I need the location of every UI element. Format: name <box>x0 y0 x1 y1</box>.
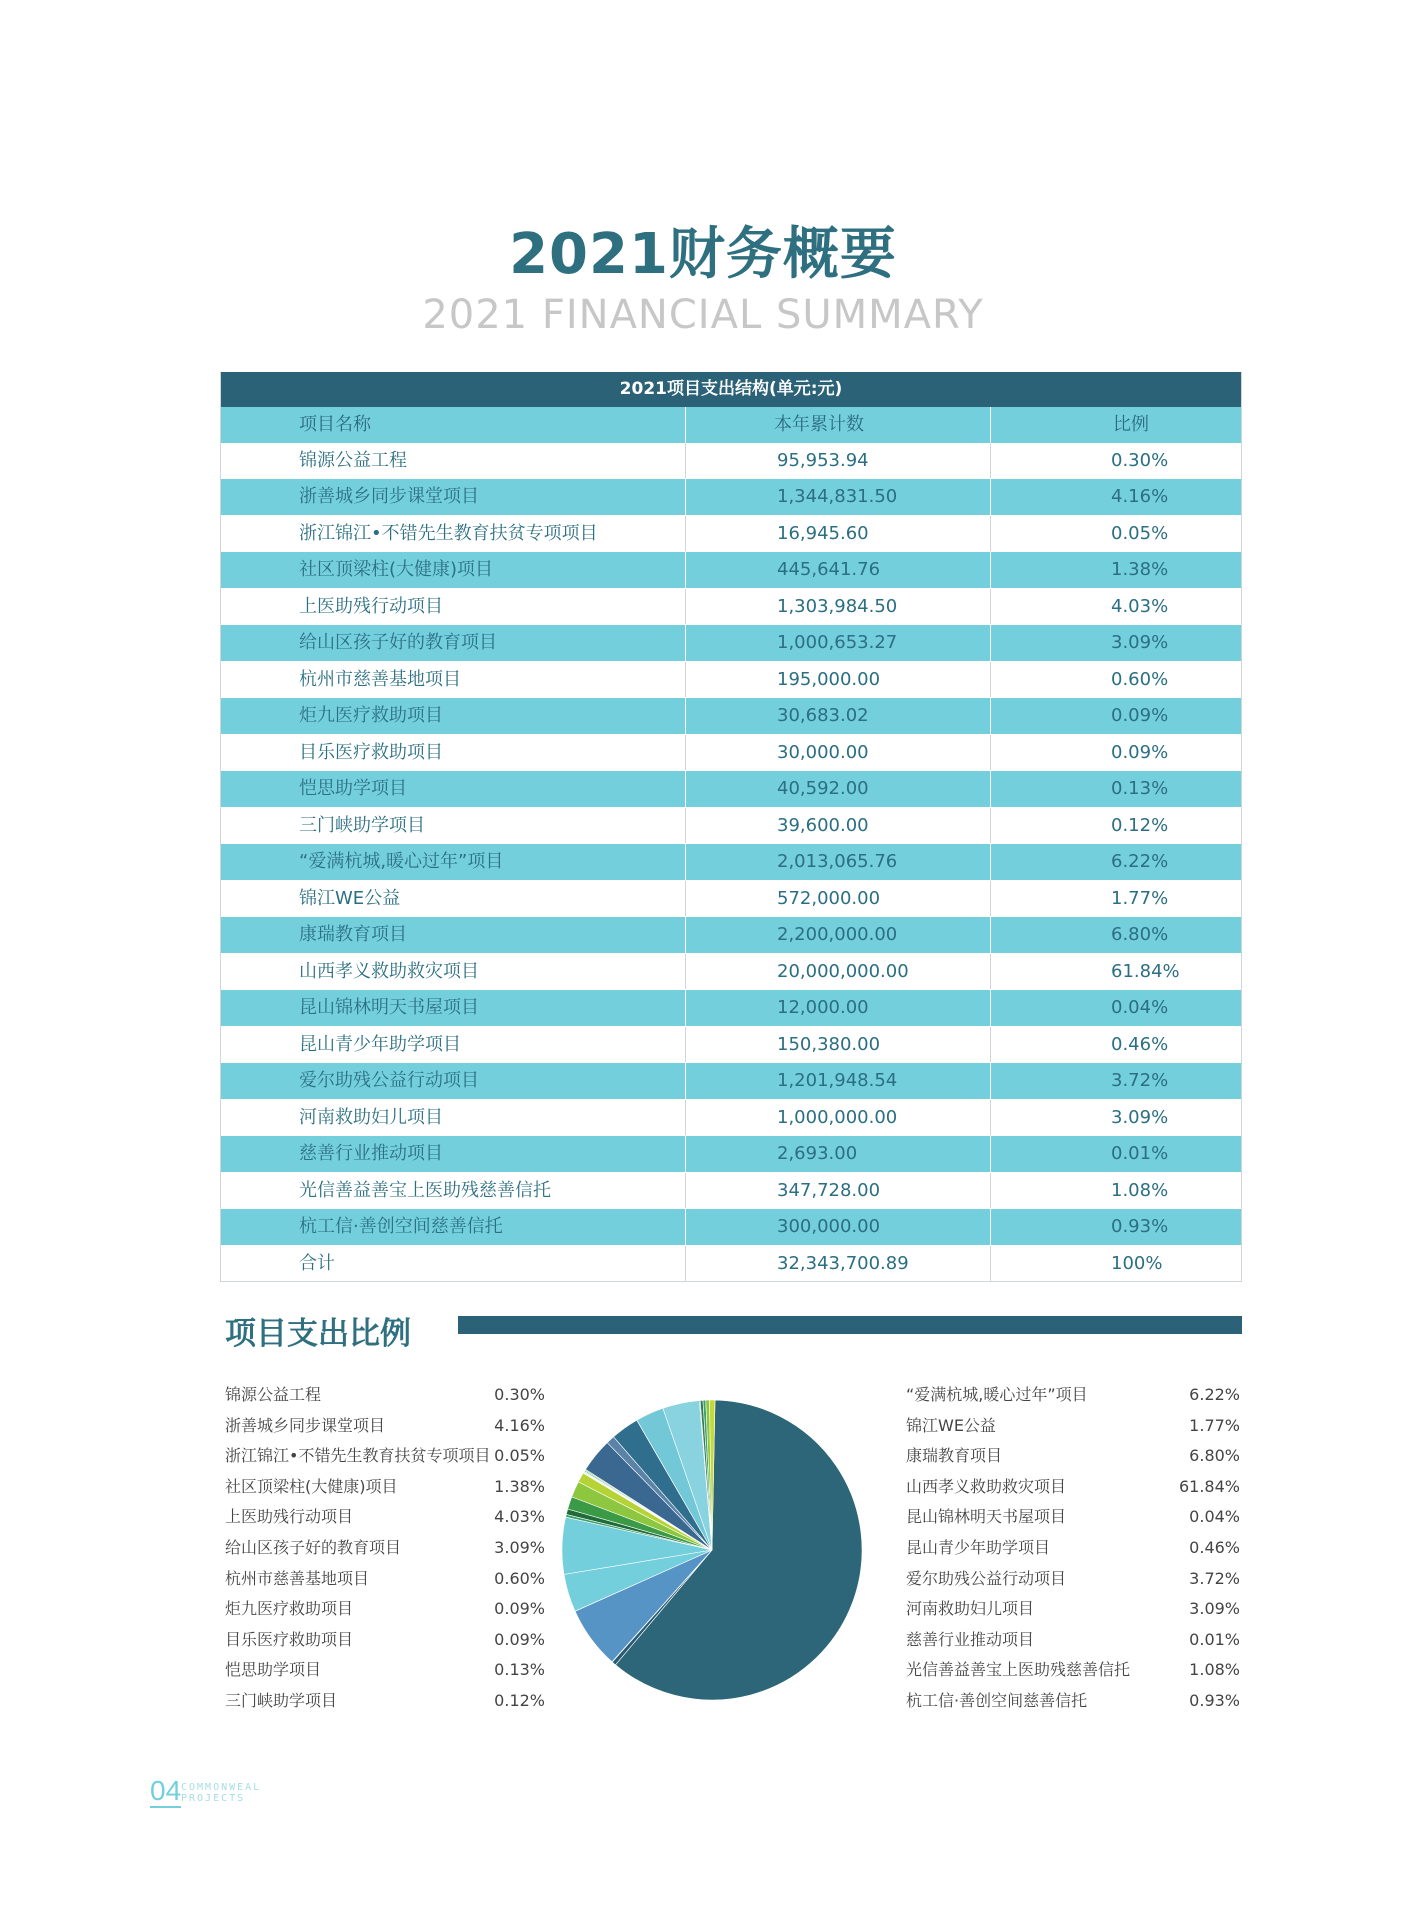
legend-item <box>225 1533 545 1564</box>
legend-label: 锦江WE公益 <box>906 1415 996 1435</box>
legend-label: 光信善益善宝上医助残慈善信托 <box>906 1660 1131 1680</box>
cell-ratio: 0.30% <box>1111 449 1169 471</box>
legend-label: 浙江锦江•不错先生教育扶贫专项项目 <box>225 1446 491 1466</box>
cell-ratio: 1.38% <box>1111 559 1169 580</box>
table-row <box>221 1062 1241 1099</box>
cell-ratio: 1.77% <box>1111 887 1169 909</box>
cell-project-name: 浙江锦江•不错先生教育扶贫专项项目 <box>221 516 686 552</box>
legend-label: 慈善行业推动项目 <box>906 1629 1035 1649</box>
cell-amount: 20,000,000.00 <box>686 954 991 990</box>
legend-item <box>906 1564 1240 1595</box>
section-title: 项目支出比例 <box>225 1316 411 1352</box>
cell-project-name: 合计 <box>221 1246 686 1282</box>
legend-item <box>906 1380 1240 1411</box>
cell-ratio: 4.03% <box>1111 595 1169 617</box>
cell-amount: 95,953.94 <box>686 443 991 479</box>
cell-ratio: 1.08% <box>1111 1179 1169 1201</box>
legend-label: 锦源公益工程 <box>225 1385 322 1404</box>
cell-ratio: 0.09% <box>1111 741 1169 763</box>
cell-ratio: 0.01% <box>1111 1143 1169 1164</box>
table-row <box>221 1026 1241 1063</box>
legend-item <box>906 1686 1240 1717</box>
cell-project-name: 昆山青少年助学项目 <box>221 1027 686 1063</box>
cell-ratio: 6.80% <box>1111 924 1169 945</box>
expense-pie-chart <box>556 1394 868 1706</box>
legend-left <box>225 1380 545 1717</box>
legend-value: 0.13% <box>494 1660 545 1680</box>
legend-item <box>225 1411 545 1442</box>
cell-project-name: 康瑞教育项目 <box>221 917 686 953</box>
cell-ratio: 3.09% <box>1111 632 1169 653</box>
cell-ratio: 4.16% <box>1111 486 1169 507</box>
table-row <box>221 697 1241 734</box>
legend-item <box>906 1472 1240 1503</box>
cell-amount: 1,000,653.27 <box>686 625 991 661</box>
legend-item <box>225 1564 545 1595</box>
legend-label: 杭工信·善创空间慈善信托 <box>906 1690 1088 1710</box>
table-row <box>221 770 1241 807</box>
cell-project-name: 恺思助学项目 <box>221 771 686 807</box>
table-row <box>221 624 1241 661</box>
legend-item <box>225 1594 545 1625</box>
cell-amount: 445,641.76 <box>686 552 991 588</box>
legend-label: 浙善城乡同步课堂项目 <box>225 1415 386 1435</box>
table-row <box>221 989 1241 1026</box>
legend-label: 上医助残行动项目 <box>225 1507 354 1527</box>
table-row <box>221 478 1241 515</box>
cell-project-name: 浙善城乡同步课堂项目 <box>221 479 686 515</box>
legend-value: 1.38% <box>494 1476 545 1496</box>
cell-project-name: 锦源公益工程 <box>221 443 686 479</box>
cell-amount: 1,303,984.50 <box>686 589 991 625</box>
cell-amount: 39,600.00 <box>686 808 991 844</box>
legend-value: 61.84% <box>1178 1476 1240 1496</box>
cell-ratio: 61.84% <box>1111 960 1180 982</box>
legend-value: 3.72% <box>1189 1568 1240 1588</box>
table-caption: 2021项目支出结构(单元:元) <box>221 372 1241 407</box>
cell-amount: 300,000.00 <box>686 1209 991 1245</box>
cell-amount: 40,592.00 <box>686 771 991 807</box>
cell-ratio: 0.12% <box>1111 814 1169 836</box>
table-row <box>221 443 1241 479</box>
legend-item <box>906 1625 1240 1656</box>
cell-ratio: 6.22% <box>1111 851 1169 872</box>
legend-label: 炬九医疗救助项目 <box>225 1599 354 1619</box>
cell-project-name: 锦江WE公益 <box>221 881 686 917</box>
cell-ratio: 0.93% <box>1111 1216 1169 1237</box>
legend-value: 0.60% <box>494 1568 545 1588</box>
legend-value: 0.12% <box>494 1690 545 1710</box>
legend-value: 4.16% <box>494 1415 545 1435</box>
cell-project-name: 慈善行业推动项目 <box>221 1136 686 1172</box>
cell-ratio: 100% <box>1111 1252 1163 1274</box>
footer-label <box>181 1782 261 1804</box>
table-row <box>221 551 1241 588</box>
legend-item <box>906 1655 1240 1686</box>
cell-amount: 572,000.00 <box>686 881 991 917</box>
cell-amount: 195,000.00 <box>686 662 991 698</box>
table-row <box>221 880 1241 917</box>
legend-value: 0.09% <box>494 1629 545 1649</box>
cell-amount: 16,945.60 <box>686 516 991 552</box>
legend-label: 给山区孩子好的教育项目 <box>225 1537 402 1557</box>
table-row <box>221 1172 1241 1209</box>
cell-amount: 30,000.00 <box>686 735 991 771</box>
legend-label: 恺思助学项目 <box>225 1660 322 1680</box>
legend-value: 6.22% <box>1189 1385 1240 1404</box>
cell-ratio: 0.09% <box>1111 705 1169 726</box>
legend-item <box>225 1502 545 1533</box>
section-divider-bar <box>458 1316 1242 1334</box>
cell-ratio: 3.09% <box>1111 1106 1169 1128</box>
legend-value: 6.80% <box>1189 1446 1240 1466</box>
legend-label: 目乐医疗救助项目 <box>225 1629 354 1649</box>
cell-amount: 1,000,000.00 <box>686 1100 991 1136</box>
footer-line-2: PROJECTS <box>181 1793 246 1804</box>
legend-value: 0.01% <box>1189 1629 1240 1649</box>
cell-project-name: 爱尔助残公益行动项目 <box>221 1063 686 1099</box>
page-title: 2021财务概要 <box>509 222 897 287</box>
cell-ratio: 0.04% <box>1111 997 1169 1018</box>
cell-project-name: 社区顶梁柱(大健康)项目 <box>221 552 686 588</box>
table-row <box>221 916 1241 953</box>
cell-ratio: 0.05% <box>1111 522 1169 544</box>
expense-table <box>220 372 1242 1282</box>
cell-ratio: 0.60% <box>1111 668 1169 690</box>
cell-project-name: 给山区孩子好的教育项目 <box>221 625 686 661</box>
legend-item <box>225 1686 545 1717</box>
legend-label: 社区顶梁柱(大健康)项目 <box>225 1476 398 1496</box>
table-row <box>221 515 1241 552</box>
legend-item <box>225 1655 545 1686</box>
legend-item <box>225 1625 545 1656</box>
cell-project-name: 杭州市慈善基地项目 <box>221 662 686 698</box>
legend-value: 0.09% <box>494 1599 545 1619</box>
cell-amount: 2,013,065.76 <box>686 844 991 880</box>
legend-value: 4.03% <box>494 1507 545 1527</box>
cell-project-name: 上医助残行动项目 <box>221 589 686 625</box>
table-row <box>221 1135 1241 1172</box>
legend-value: 0.04% <box>1189 1507 1240 1527</box>
cell-project-name: 三门峡助学项目 <box>221 808 686 844</box>
cell-project-name: 炬九医疗救助项目 <box>221 698 686 734</box>
cell-amount: 347,728.00 <box>686 1173 991 1209</box>
table-row <box>221 843 1241 880</box>
legend-value: 0.30% <box>494 1385 545 1404</box>
legend-label: 河南救助妇儿项目 <box>906 1599 1035 1619</box>
table-row <box>221 1099 1241 1136</box>
legend-item <box>906 1441 1240 1472</box>
header-ratio: 比例 <box>1113 414 1149 435</box>
cell-project-name: 光信善益善宝上医助残慈善信托 <box>221 1173 686 1209</box>
legend-value: 3.09% <box>1189 1599 1240 1619</box>
table-row <box>221 734 1241 771</box>
cell-project-name: 河南救助妇儿项目 <box>221 1100 686 1136</box>
legend-value: 1.77% <box>1189 1415 1240 1435</box>
legend-label: 三门峡助学项目 <box>225 1690 338 1710</box>
legend-label: 昆山青少年助学项目 <box>906 1537 1051 1557</box>
cell-amount: 1,201,948.54 <box>686 1063 991 1099</box>
page-number: 04 <box>150 1775 182 1806</box>
footer-line-1: COMMONWEAL <box>181 1782 262 1793</box>
cell-project-name: 杭工信·善创空间慈善信托 <box>221 1209 686 1245</box>
legend-label: 康瑞教育项目 <box>906 1446 1003 1466</box>
legend-label: 山西孝义救助救灾项目 <box>906 1476 1067 1496</box>
legend-value: 0.05% <box>494 1446 545 1466</box>
cell-amount: 2,693.00 <box>686 1136 991 1172</box>
legend-value: 0.93% <box>1189 1690 1240 1710</box>
legend-label: 昆山锦林明天书屋项目 <box>906 1507 1067 1527</box>
legend-label: 杭州市慈善基地项目 <box>225 1568 370 1588</box>
legend-label: 爱尔助残公益行动项目 <box>906 1568 1067 1588</box>
table-row <box>221 953 1241 990</box>
legend-item <box>906 1533 1240 1564</box>
legend-item <box>906 1594 1240 1625</box>
header-project-name: 项目名称 <box>221 407 686 443</box>
page-subtitle: 2021 FINANCIAL SUMMARY <box>422 292 984 338</box>
cell-amount: 2,200,000.00 <box>686 917 991 953</box>
table-header-row <box>221 407 1241 443</box>
legend-item <box>225 1441 545 1472</box>
cell-amount: 1,344,831.50 <box>686 479 991 515</box>
table-row <box>221 1245 1241 1282</box>
legend-item <box>225 1380 545 1411</box>
legend-right <box>906 1380 1240 1717</box>
cell-ratio: 0.46% <box>1111 1033 1169 1055</box>
legend-item <box>906 1411 1240 1442</box>
cell-amount: 12,000.00 <box>686 990 991 1026</box>
table-row <box>221 661 1241 698</box>
cell-ratio: 3.72% <box>1111 1070 1169 1091</box>
legend-label: “爱满杭城,暖心过年”项目 <box>906 1385 1088 1404</box>
cell-amount: 150,380.00 <box>686 1027 991 1063</box>
cell-project-name: 山西孝义救助救灾项目 <box>221 954 686 990</box>
table-row <box>221 807 1241 844</box>
cell-ratio: 0.13% <box>1111 778 1169 799</box>
cell-project-name: “爱满杭城,暖心过年”项目 <box>221 844 686 880</box>
legend-value: 1.08% <box>1189 1660 1240 1680</box>
table-row <box>221 588 1241 625</box>
legend-value: 0.46% <box>1189 1537 1240 1557</box>
table-row <box>221 1208 1241 1245</box>
cell-project-name: 昆山锦林明天书屋项目 <box>221 990 686 1026</box>
cell-amount: 32,343,700.89 <box>686 1246 991 1282</box>
legend-item <box>225 1472 545 1503</box>
cell-amount: 30,683.02 <box>686 698 991 734</box>
legend-value: 3.09% <box>494 1537 545 1557</box>
header-amount: 本年累计数 <box>686 407 991 443</box>
legend-item <box>906 1502 1240 1533</box>
table-body <box>221 443 1241 1282</box>
cell-project-name: 目乐医疗救助项目 <box>221 735 686 771</box>
